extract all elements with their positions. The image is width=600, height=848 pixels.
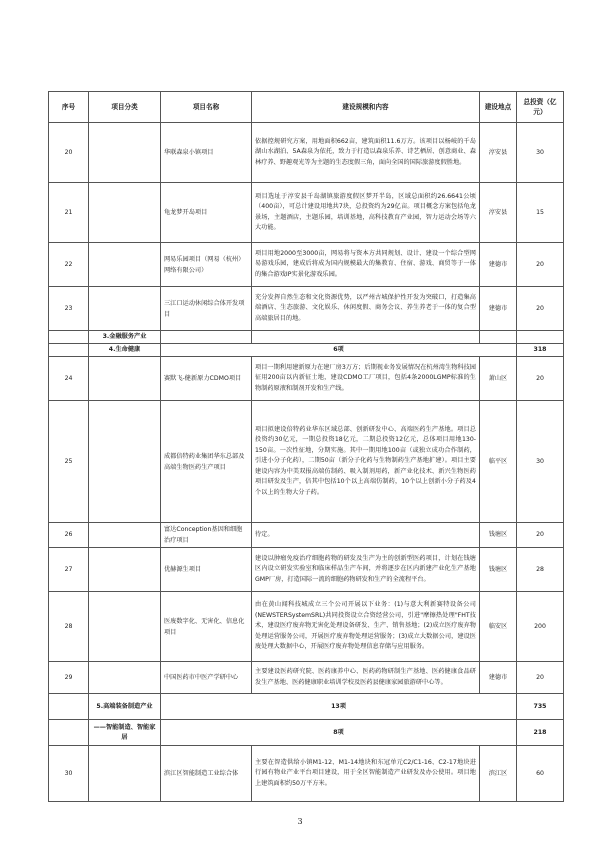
table-row	[49, 548, 564, 592]
cell-seq: 24	[49, 357, 89, 401]
cell-investment: 200	[517, 592, 564, 662]
cell-seq: 25	[49, 401, 89, 523]
cell-category	[89, 243, 161, 287]
cell-scale: 项目拟建设倍特药业华东区域总部、创新研发中心、高端医药生产基地。项目总投资约30亿元，一期总投资18亿元，二期总投资12亿元，总体项目用地130-150亩。一次性征地，分期实施。其中一期用地100亩（或独立成功合作制药，引进小分子化药），二期50亩（新分子化药与生物制药生产基地扩建）。项目主要建设内容为中美双报高端仿制药、吸入制剂用药，新产业化技术、新兴生物医药项目研发及生产，倍其中包括10个以上高端仿制药，10个以上创新小分子药及4个以上的生物大分子药。	[252, 401, 480, 523]
cell-project-name: 三江口运动休闲综合体开发项目	[161, 287, 252, 331]
header-location: 建设地点	[480, 92, 517, 123]
cell-seq: 20	[49, 123, 89, 183]
section-equipment-total: 735	[517, 694, 564, 720]
cell-scale: 项目用地2000至3000亩，网易将与资本方共同规划、设计、建设一个综合型网易游戏乐园，建成后将成为国内规模最大的集教育、住宿、游戏、商贸等于一体的集合游戏IP实景化游戏乐园。	[252, 243, 480, 287]
cell-investment: 20	[517, 243, 564, 287]
cell-investment: 60	[517, 746, 564, 802]
cell-category	[89, 287, 161, 331]
table-row	[49, 243, 564, 287]
cell-project-name: 中国医药市中医产学研中心	[161, 662, 252, 694]
section-row	[49, 694, 564, 720]
cell-category	[89, 746, 161, 802]
table-header-row	[49, 92, 564, 123]
cell-scale: 建设以肿瘤免疫治疗细胞药物的研发及生产为主的创新型医药项目，计划在钱塘区内设立研发实验室和临床样品生产车间，并将逐步在区内新建产业化生产基地GMP厂房，打造国际一流的细胞药物研发和生产的全流程平台。	[252, 548, 480, 592]
cell-location: 滨江区	[480, 746, 517, 802]
section-finance-label: 3.金融服务产业	[89, 331, 161, 344]
cell-investment: 20	[517, 287, 564, 331]
cell-location: 建德市	[480, 662, 517, 694]
cell-project-name: 富达Conception基因和细胞治疗项目	[161, 523, 252, 548]
cell-scale: 主要建设医药研究院、医药康养中心、医药药物研制生产基地、医药健康食品研发生产基地、医药健康职业培训学校及医药县健康家园旅游研中心等。	[252, 662, 480, 694]
cell-investment: 30	[517, 123, 564, 183]
header-seq: 序号	[49, 92, 89, 123]
cell-project-name: 网易乐园项目（网易（杭州）网络有限公司）	[161, 243, 252, 287]
cell-location: 淳安县	[480, 123, 517, 183]
cell-seq: 30	[49, 746, 89, 802]
cell-category	[89, 183, 161, 243]
cell-category	[89, 401, 161, 523]
cell-scale: 依据控规研究方案，用地面积662亩，建筑面积11.6万方。该项目以杨岐的千岛湖山水湖泊、5A森泉为依托，致力于打造以森泉乐养、诗艺栖居、创意商业、森林疗养、野趣观光等为主题的生态度假三角，面向全国的国际旅游度假胜地。	[252, 123, 480, 183]
cell-investment: 20	[517, 357, 564, 401]
table-row	[49, 401, 564, 523]
cell-scale: 主要在智造供给小镇M1-12、M1-14地块和东冠单元C2/C1-16、C2-17地块进行园有物业产业平台项目建设，用于全区智能制造产业研发及办公使用。项目地上建筑面积约50万平方米。	[252, 746, 480, 802]
cell-scale: 项目选址于淳安县千岛湖镇旅游度假区梦开半岛，区域总面积约26.6641公顷（400亩），可总计建设用地共7块，总投资约为29亿亩。项目概念方案包括龟龙景场，主题酒店，主题乐园，培训基地，高科技教育产业园，智力运动会场等六大功能。	[252, 183, 480, 243]
cell-location: 临平区	[480, 401, 517, 523]
cell-investment: 28	[517, 548, 564, 592]
cell-seq: 21	[49, 183, 89, 243]
section-smart-mfg-count: 8项	[161, 720, 517, 746]
section-equipment-label: 5.高端装备制造产业	[89, 694, 161, 720]
cell-seq: 23	[49, 287, 89, 331]
cell-seq: 27	[49, 548, 89, 592]
section-smart-mfg-total: 218	[517, 720, 564, 746]
table-row	[49, 746, 564, 802]
cell-location: 建德市	[480, 287, 517, 331]
cell-location: 钱塘区	[480, 523, 517, 548]
table-row	[49, 123, 564, 183]
page-number: 3	[297, 817, 303, 826]
section-life-health-count: 6项	[161, 344, 517, 357]
cell-location: 淳安县	[480, 183, 517, 243]
cell-category	[89, 592, 161, 662]
cell-project-name: 赛默飞-健新原力CDMO项目	[161, 357, 252, 401]
header-investment: 总投资（亿元）	[517, 92, 564, 123]
cell-scale: 由在黄山闻科技城成立三个公司开展以下业务：(1)与意大利新赛特设备公司(NEWSTERSystemSRL)共同投资设立合资经营公司，引进"摩擦热处理"FHT技术，建设医疗废弃物无害化处理设备研发、生产、销售基地；(2)成立医疗废弃物处理运营服务公司，开展医疗废弃物处理运营服务；(3)成立大数据公司，建设医废处理大数据中心，开展医疗废弃物处理信息存储与应用服务。	[252, 592, 480, 662]
cell-project-name: 成都倍特药业集团华东总部及高端生物医药生产项目	[161, 401, 252, 523]
table-row	[49, 592, 564, 662]
cell-category	[89, 357, 161, 401]
section-row	[49, 720, 564, 746]
cell-project-name: 优赫源生项目	[161, 548, 252, 592]
cell-investment: 20	[517, 662, 564, 694]
section-row	[49, 331, 564, 344]
table-row	[49, 523, 564, 548]
section-life-health-total: 318	[517, 344, 564, 357]
section-equipment-count: 13项	[161, 694, 517, 720]
cell-project-name: 龟龙梦开岛项目	[161, 183, 252, 243]
cell-project-name: 华联森泉小镇项目	[161, 123, 252, 183]
cell-investment: 20	[517, 523, 564, 548]
header-project-name: 项目名称	[161, 92, 252, 123]
table-row	[49, 357, 564, 401]
cell-scale: 待定。	[252, 523, 480, 548]
cell-location: 临安区	[480, 592, 517, 662]
cell-seq: 28	[49, 592, 89, 662]
cell-seq: 29	[49, 662, 89, 694]
cell-scale: 充分发挥自然生态和文化资源优势，以严州古城保护性开发为突破口，打造集高端酒店、生态旅游、文化娱乐、休闲度假、商务会议、养生养老于一体的复合型高端旅居目的地。	[252, 287, 480, 331]
cell-project-name: 滨江区智能制造工业综合体	[161, 746, 252, 802]
cell-seq: 22	[49, 243, 89, 287]
table-row	[49, 287, 564, 331]
cell-location: 钱塘区	[480, 548, 517, 592]
cell-investment: 15	[517, 183, 564, 243]
cell-category	[89, 662, 161, 694]
header-scale: 建设规模和内容	[252, 92, 480, 123]
cell-scale: 项目一期利用建新原力在建厂房3万方；后期视业务发展情况在杭州湾生物科技园征用200亩以内新征土地，建设CDMO工厂项目，包括4条2000LGMP标准的生物制药原液和制剂开发和生产线。	[252, 357, 480, 401]
table-row	[49, 183, 564, 243]
section-row	[49, 344, 564, 357]
project-table	[48, 91, 564, 802]
header-category: 项目分类	[89, 92, 161, 123]
cell-seq: 26	[49, 523, 89, 548]
section-life-health-label: 4.生命健康	[89, 344, 161, 357]
table-row	[49, 662, 564, 694]
cell-category	[89, 123, 161, 183]
cell-location: 萧山区	[480, 357, 517, 401]
cell-location: 建德市	[480, 243, 517, 287]
cell-category	[89, 523, 161, 548]
cell-project-name: 医废数字化、无害化、信息化项目	[161, 592, 252, 662]
section-smart-mfg-label: ——智能制造、智能家居	[89, 720, 161, 746]
cell-investment: 30	[517, 401, 564, 523]
cell-category	[89, 548, 161, 592]
